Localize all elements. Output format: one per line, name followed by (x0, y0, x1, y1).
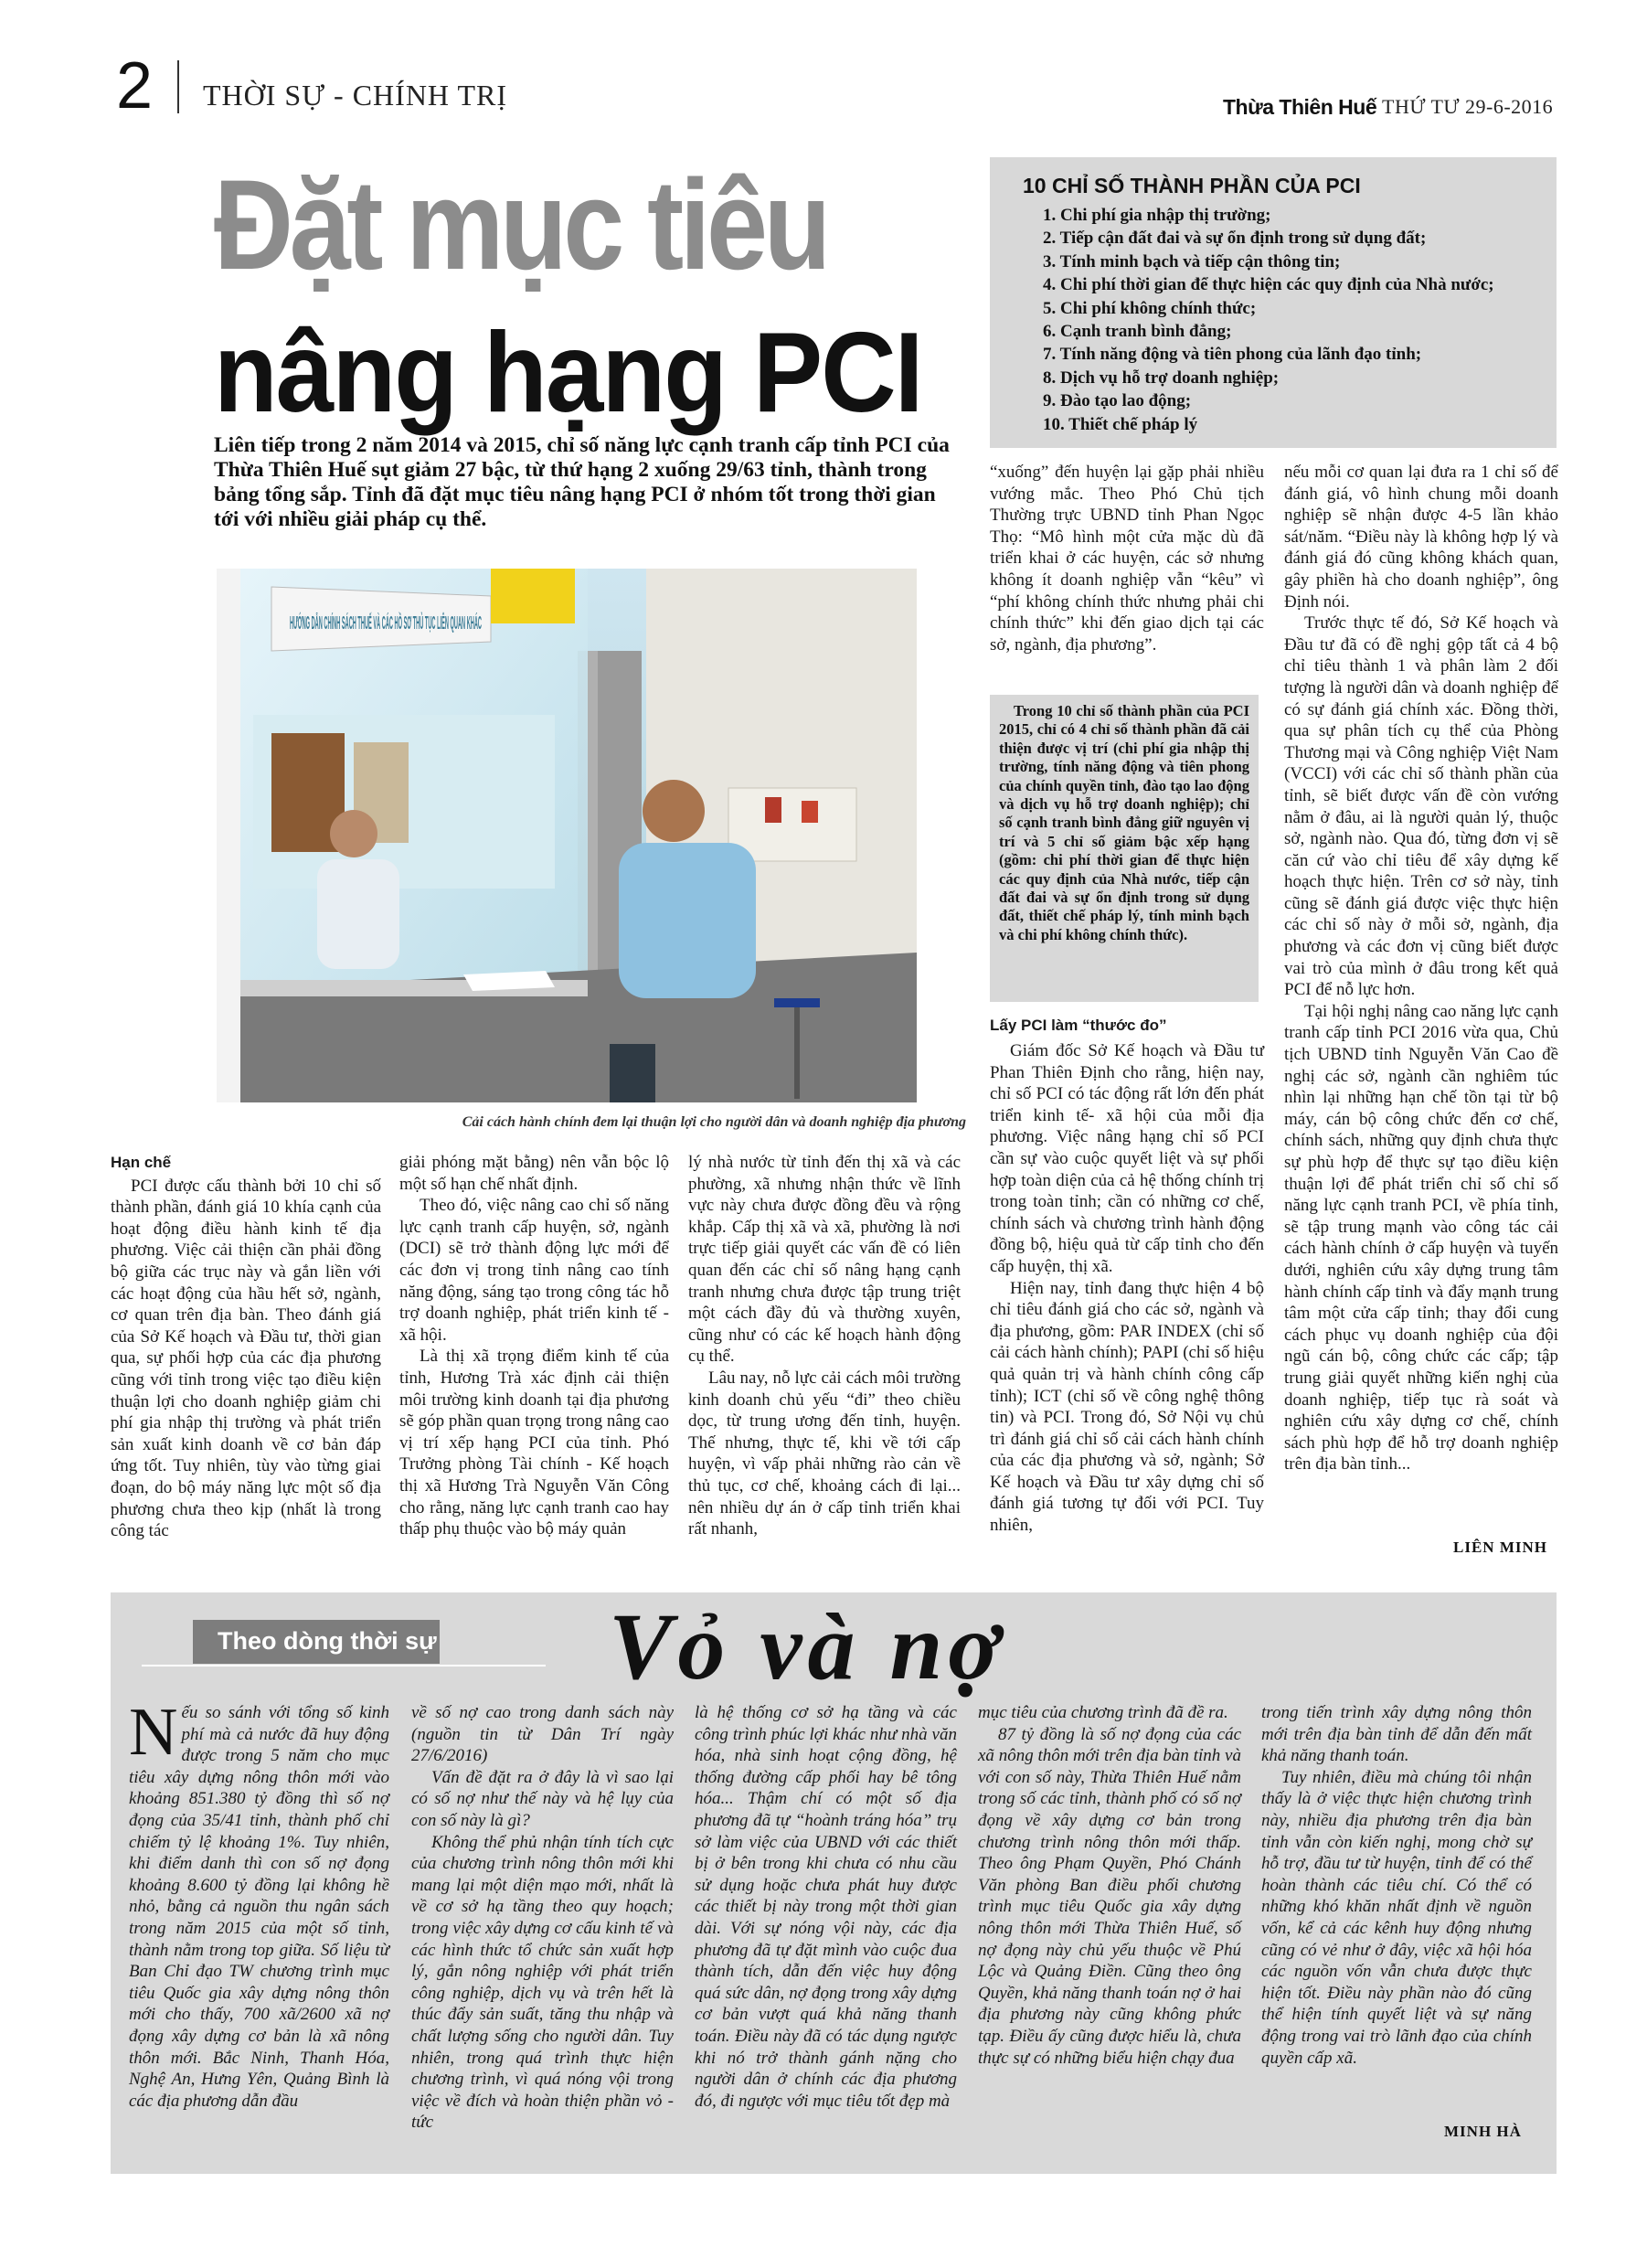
newspaper-name: Thừa Thiên Huế (1223, 95, 1377, 119)
commentary-title: Vỏ và nợ (609, 1594, 1005, 1699)
pull-quote-box (990, 695, 1259, 1002)
list-item: 2. Tiếp cận đất đai và sự ổn định trong sử dụng đất; (1043, 229, 1427, 249)
article-byline: LIÊN MINH (1453, 1539, 1547, 1556)
commentary-tag-underline (142, 1665, 546, 1666)
paragraph: “xuống” đến huyện lại gặp phải nhiều vướng mắc. Theo Phó Chủ tịch Thường trực UBND tỉnh Phan Ngọc Thọ: “Mô hình một cửa mặc dù đã triển khai ở các huyện, các sở nhưng không ít doanh nghiệp vẫn “kêu” vì “phí không chính thức nhưng phải chi chính thức” khi đến giao dịch tại các sở, ngành, địa phương”. (990, 463, 1264, 655)
article-column-5 (1284, 462, 1558, 1475)
article-photo (217, 569, 917, 1102)
photo-caption: Cải cách hành chính đem lại thuận lợi cho người dân và doanh nghiệp địa phương (462, 1114, 966, 1130)
pci-list (1023, 204, 1557, 436)
section-title: THỜI SỰ - CHÍNH TRỊ (203, 79, 507, 112)
paragraph-text: ếu so sánh với tổng số kinh phí mà cả nước đã huy động được trong 5 năm cho mục tiêu xây dựng nông thôn mới vào khoảng 851.380 tỷ đồng thì số nợ đọng của 35/41 tỉnh, thành phố chỉ chiếm tỷ lệ khoảng 1%. Tuy nhiên, khi điểm danh thì con số nợ đọng khoảng 8.600 tỷ đồng lại không hề nhỏ, bằng cả nguồn thu ngân sách trong năm 2015 của một số tỉnh, thành nằm trong top giữa. Số liệu từ Ban Chỉ đạo TW chương trình mục tiêu Quốc gia xây dựng nông thôn mới cho thấy, 700 xã/2600 xã nợ đọng xây dựng cơ bản là xã nông thôn mới. Bắc Ninh, Thanh Hóa, Nghệ An, Hưng Yên, Quảng Bình là các địa phương dẫn đầu (129, 1703, 389, 2111)
article-column-4 (990, 462, 1264, 655)
list-item: 6. Cạnh tranh bình đẳng; (1043, 322, 1232, 342)
list-item: 10. Thiết chế pháp lý (1043, 414, 1198, 434)
list-item: 5. Chi phí không chính thức; (1043, 298, 1257, 318)
paragraph: là hệ thống cơ sở hạ tầng và các công trình phúc lợi khác như nhà văn hóa, nhà sinh hoạt cộng đồng, hệ thống đường cấp phối hay bê tông hóa... Thậm chí có một số địa phương đã tự “hoành tráng hóa” trụ sở làm việc của UBND với các thiết bị ở bên trong khi chưa có nhu cầu sử dụng hoặc chưa phát huy được các thiết bị này trong một thời gian dài. Với sự nóng vội này, các địa phương đã tự đặt mình vào cuộc đua thành tích, dẫn đến việc huy động quá sức dân, nợ đọng trong xây dựng cơ bản vượt quá khả năng thanh toán. Điều này đã có tác dụng ngược khi nó trở thành gánh nặng cho người dân ở chính các địa phương đó, đi ngược với mục tiêu tốt đẹp mà (695, 1703, 957, 2111)
article-column-3 (688, 1152, 961, 1540)
paragraph: giải phóng mặt bằng) nên vẫn bộc lộ một số hạn chế nhất định. (399, 1153, 669, 1194)
subhead-thuoc-do: Lấy PCI làm “thước đo” (990, 1017, 1167, 1034)
commentary-byline: MINH HÀ (1444, 2123, 1522, 2140)
commentary-tag: Theo dòng thời sự (218, 1627, 437, 1655)
paragraph: Hiện nay, tỉnh đang thực hiện 4 bộ chỉ tiêu đánh giá cho các sở, ngành và địa phương, gồm: PAR INDEX (chỉ số cải cách hành chính); PAPI (chỉ số hiệu quả quản trị và hành chính công cấp tỉnh); ICT (chỉ số về công nghệ thông tin) và PCI. Trong đó, Sở Nội vụ chủ trì đánh giá chỉ số cải cách hành chính của các địa phương và sở, ngành; Sở Kế hoạch và Đầu tư xây dựng chỉ số đánh giá tương tự đối với PCI. Tuy nhiên, (990, 1278, 1264, 1536)
paragraph: Tại hội nghị nâng cao năng lực cạnh tranh cấp tỉnh PCI 2016 vừa qua, Chủ tịch UBND tỉnh Nguyễn Văn Cao đề nghị các sở, ngành cần nghiêm túc nhìn lại những hạn chế tồn tại từ bộ máy, cán bộ công chức đến cơ chế, chính sách, những quy định chưa thực sự phù hợp để thực sự tạo điều kiện thuận lợi để phát triển chỉ số chỉ số năng lực cạnh tranh PCI, về phía tỉnh, sẽ tập trung mạnh vào công tác cải cách hành chính ở cấp huyện và tuyến dưới, nghiên cứu xây dựng trung tâm hành chính cấp tỉnh và đẩy mạnh trung tâm một cửa cấp tỉnh; thay đổi cung cách phục vụ doanh nghiệp của đội ngũ cán bộ, công chức các cấp; tập trung giải quyết những kiến nghị của doanh nghiệp, tiếp tục rà soát và nghiên cứu xây dựng cơ chế, chính sách phù hợp để hỗ trợ doanh nghiệp trên địa bàn tỉnh... (1284, 1001, 1558, 1475)
paragraph: Tuy nhiên, điều mà chúng tôi nhận thấy là ở việc thực hiện chương trình này, nhiều địa phương trên địa bàn tỉnh vẫn còn kiến nghị, mong chờ sự hỗ trợ, đầu tư từ huyện, tỉnh để có thể hoàn thành các tiêu chí. Có thể có những khó khăn nhất định về nguồn vốn, kể cả các kênh huy động nhưng cũng có vẻ như ở đây, việc xã hội hóa các nguồn vốn vẫn chưa được thực hiện tốt. Điều này phần nào đó cũng thể hiện tính quyết liệt và sự năng động trong vai trò lãnh đạo của chính quyền cấp xã. (1261, 1767, 1532, 2068)
commentary-column-2 (411, 1702, 674, 2134)
photo-illustration (217, 569, 917, 1102)
paragraph: 87 tỷ đồng là số nợ đọng của các xã nông thôn mới trên địa bàn tỉnh và với con số này, Thừa Thiên Huế nằm trong số các tỉnh, thành phố có số nợ đọng về xây dựng cơ bản trong chương trình nông thôn mới thấp. Theo ông Phạm Quyền, Phó Chánh Văn phòng Ban điều phối chương trình mục tiêu Quốc gia xây dựng nông thôn mới Thừa Thiên Huế, số nợ đọng này chủ yếu thuộc về Phú Lộc và Quảng Điền. Cũng theo ông Quyền, khả năng thanh toán nợ ở hai địa phương này cũng không phức tạp. Điều ấy cũng được hiểu là, chưa thực sự có những biểu hiện chạy đua (978, 1724, 1241, 2068)
paragraph: nếu mỗi cơ quan lại đưa ra 1 chỉ số để đánh giá, vô hình chung mỗi doanh nghiệp sẽ nhận được 4-5 lần khảo sát/năm. “Điều này là không hợp lý và đánh giá đó cũng không khách quan, gây phiền hà cho doanh nghiệp”, ông Định nói. (1284, 463, 1558, 612)
article-column-1 (111, 1152, 381, 1542)
paragraph: Trước thực tế đó, Sở Kế hoạch và Đầu tư đã có đề nghị gộp tất cả 4 bộ chỉ tiêu thành 1 và phân làm 2 đối tượng là người dân và doanh nghiệp để có sự đánh giá chính xác. Đồng thời, qua sự phân tích cụ thể của Phòng Thương mại và Công nghiệp Việt Nam (VCCI) với các chỉ số thành phần của tỉnh, sẽ biết được vấn đề còn vướng nằm ở đâu, ai là người quản lý, thuộc sở, ngành nào. Qua đó, từng đơn vị sẽ căn cứ vào chỉ tiêu để xây dựng kế hoạch thực hiện. Trên cơ sở này, tỉnh cũng sẽ đánh giá được việc thực hiện các chỉ số này ở mỗi sở, ngành, địa phương và các đơn vị cũng biết được vai trò của mình ở đâu trong kết quả PCI để nỗ lực hơn. (1284, 613, 1558, 1000)
paragraph: Vấn đề đặt ra ở đây là vì sao lại có số nợ như thế này và hệ lụy của con số này là gì? (411, 1767, 674, 1830)
commentary-column-5 (1261, 1702, 1532, 2069)
paragraph: Lâu nay, nỗ lực cải cách môi trường kinh doanh chủ yếu “đi” theo chiều dọc, từ trung ương đến tỉnh, huyện. Thế nhưng, thực tế, khi về tới cấp huyện, vì vấp phải những rào cản về thủ tục, cơ chế, khoảng cách đi lại... nên nhiều dự án ở cấp tỉnh triển khai rất nhanh, (688, 1368, 961, 1539)
article-column-4-continued (990, 1040, 1264, 1537)
paragraph: Là thị xã trọng điểm kinh tế của tỉnh, Hương Trà xác định cải thiện môi trường kinh doanh tại địa phương sẽ góp phần quan trọng trong nâng cao vị trí xếp hạng PCI của tỉnh. Phó Trưởng phòng Tài chính - Kế hoạch thị xã Hương Trà Nguyễn Văn Công cho rằng, năng lực cạnh tranh cao hay thấp phụ thuộc vào bộ máy quản (399, 1347, 669, 1539)
pci-box-title: 10 CHỈ SỐ THÀNH PHẦN CỦA PCI (1023, 174, 1361, 197)
issue-date: THỨ TƯ 29-6-2016 (1382, 95, 1554, 118)
list-item: 8. Dịch vụ hỗ trợ doanh nghiệp; (1043, 367, 1280, 388)
paragraph: Giám đốc Sở Kế hoạch và Đầu tư Phan Thiên Định cho rằng, hiện nay, chỉ số PCI có tác động rất lớn đến phát triển kinh tế- xã hội của mỗi địa phương. Việc nâng hạng chỉ số PCI cần sự vào cuộc quyết liệt và sự phối hợp toàn diện của cả hệ thống chính trị trong toàn tỉnh; cần có những cơ chế, chính sách và chương trình hành động đồng bộ, hiệu quả từ cấp tỉnh cho đến cấp huyện, thị xã. (990, 1041, 1264, 1276)
paragraph: Theo đó, việc nâng cao chỉ số năng lực cạnh tranh cấp huyện, sở, ngành (DCI) sẽ trở thành động lực mới để các đơn vị trong tỉnh nâng cao tính năng động, sáng tạo trong công tác hỗ trợ doanh nghiệp, phát triển kinh tế - xã hội. (399, 1196, 669, 1345)
paragraph: mục tiêu của chương trình đã đề ra. (978, 1703, 1228, 1722)
commentary-column-1 (129, 1695, 389, 2112)
list-item: 9. Đào tạo lao động; (1043, 391, 1192, 411)
pci-components-box (990, 157, 1557, 448)
article-column-2 (399, 1152, 669, 1540)
pull-quote: Trong 10 chỉ số thành phần của PCI 2015, chỉ có 4 chỉ số thành phần đã cải thiện được vị trí (chi phí gia nhập thị trường, tính năng động và tiên phong của chính quyền tỉnh, đào tạo lao động và dịch vụ hỗ trợ doanh nghiệp); chỉ số cạnh tranh bình đẳng giữ nguyên vị trí và 5 chỉ số giảm bậc xếp hạng (gồm: chi phí thời gian để thực hiện các quy định của Nhà nước, tiếp cận đất đai và sự ổn định trong sử dụng đất, thiết chế pháp lý, tính minh bạch và chi phí không chính thức). (999, 702, 1249, 943)
paragraph: lý nhà nước từ tỉnh đến thị xã và các phường, xã nhưng nhận thức về lĩnh vực này chưa được đồng đều và rộng khắp. Cấp thị xã và xã, phường là nơi trực tiếp giải quyết các vấn đề có liên quan đến các chỉ số nâng hạng cạnh tranh nhưng chưa được tập trung triệt một cách đầy đủ và thường xuyên, cũng như có các kế hoạch hành động cụ thể. (688, 1153, 961, 1367)
list-item: 4. Chi phí thời gian để thực hiện các quy định của Nhà nước; (1043, 275, 1494, 295)
headline-line-1: Đặt mục tiêu (214, 153, 827, 296)
paragraph: Không thể phủ nhận tính tích cực của chương trình nông thôn mới khi mang lại một diện mạo mới, nhất là về cơ sở hạ tầng theo quy hoạch; trong việc xây dựng cơ cấu kinh tế và các hình thức tổ chức sản xuất hợp lý, gắn nông nghiệp với phát triển công nghiệp, dịch vụ và trên hết là thúc đẩy sản suất, tăng thu nhập và chất lượng sống cho người dân. Tuy nhiên, trong quá trình thực hiện chương trình, vì quá nóng vội trong việc về đích và hoàn thiện phần vỏ - tức (411, 1832, 674, 2133)
paragraph: trong tiến trình xây dựng nông thôn mới trên địa bàn tỉnh để dẫn đến mất khả năng thanh toán. (1261, 1703, 1532, 1766)
paragraph: PCI được cấu thành bởi 10 chỉ số thành phần, đánh giá 10 khía cạnh của hoạt động điều hành kinh tế địa phương. Việc cải thiện cần phải đồng bộ giữa các trục này và gắn liền với các hoạt động của hầu hết sở, ngành, cơ quan trên địa bàn. Theo đánh giá của Sở Kế hoạch và Đầu tư, thời gian qua, sự phối hợp của các địa phương cũng với tỉnh trong việc tạo điều kiện thuận lợi cho doanh nghiệp giảm chi phí gia nhập thị trường và phát triển sản xuất kinh doanh về cơ bản đáp ứng tốt. Tuy nhiên, tùy vào từng giai đoạn, do bộ máy năng lực một số địa phương chưa theo kịp (nhất là trong công tác (111, 1176, 381, 1541)
paragraph: về số nợ cao trong danh sách này (nguồn tin từ Dân Trí ngày 27/6/2016) (411, 1703, 674, 1766)
subhead-han-che: Hạn chế (111, 1154, 172, 1171)
article-lead: Liên tiếp trong 2 năm 2014 và 2015, chỉ số năng lực cạnh tranh cấp tỉnh PCI của Thừa Thiên Huế sụt giảm 27 bậc, từ thứ hạng 2 xuống 29/63 tỉnh, thành trong bảng tổng sắp. Tỉnh đã đặt mục tiêu nâng hạng PCI ở nhóm tốt trong thời gian tới với nhiều giải pháp cụ thể. (214, 433, 950, 531)
page-number: 2 (116, 49, 154, 122)
list-item: 7. Tính năng động và tiên phong của lãnh đạo tỉnh; (1043, 345, 1422, 365)
list-item: 1. Chi phí gia nhập thị trường; (1043, 206, 1271, 225)
drop-cap: N (129, 1695, 178, 1770)
commentary-column-4 (978, 1702, 1241, 2069)
paragraph (129, 1695, 389, 2112)
headline-line-2: nâng hạng PCI (214, 310, 922, 436)
header-divider (177, 60, 179, 113)
photo-sign-text (290, 612, 482, 634)
list-item: 3. Tính minh bạch và tiếp cận thông tin; (1043, 251, 1341, 272)
commentary-column-3 (695, 1702, 957, 2112)
